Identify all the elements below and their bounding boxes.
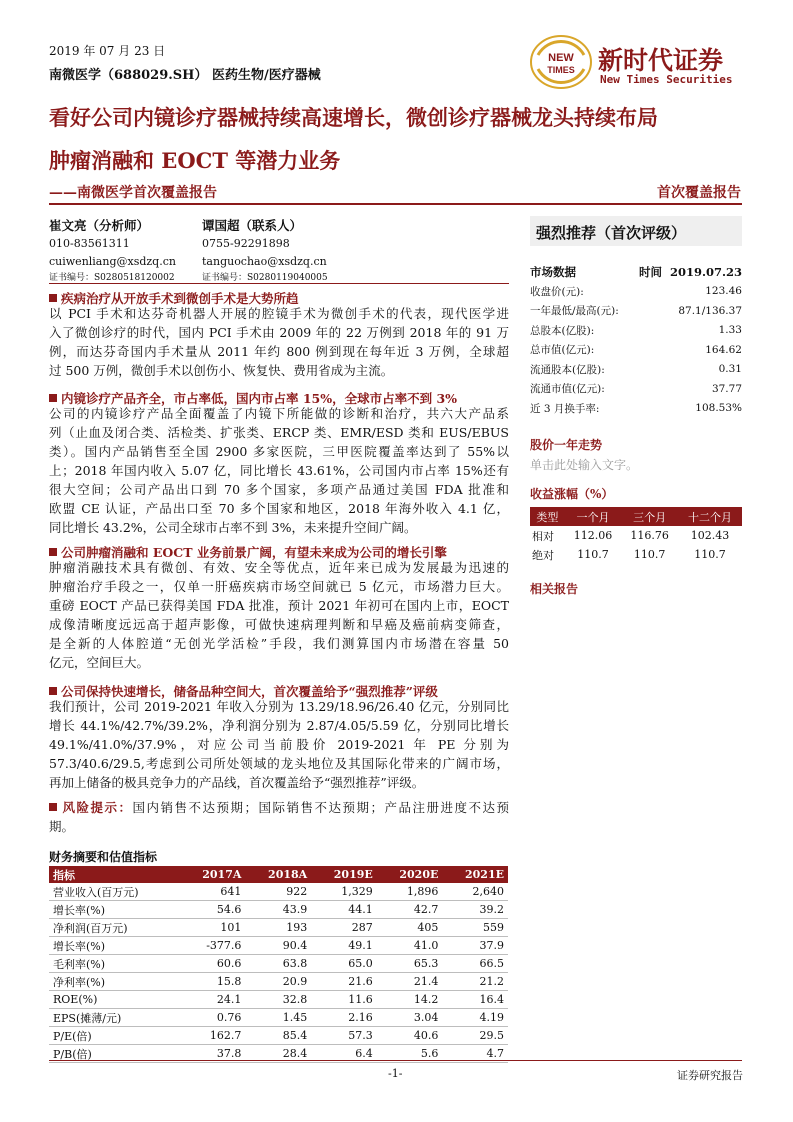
table-cell: 1.45 [245, 1009, 311, 1027]
section-heading-text: 内镜诊疗产品齐全，市占率低，国内市占率 15%，全球市占率不到 3% [61, 391, 458, 406]
logo-mark-top: NEW [548, 52, 574, 64]
text-line: 57.3/40.6/29.5,考虑到公司所处领域的龙头地位及其国际化带来的广阔市场， [49, 756, 509, 771]
logo-name-en: New Times Securities [600, 73, 733, 86]
bullet-icon [49, 687, 57, 695]
risk-line: 期。 [49, 819, 75, 834]
market-header: 市场数据 [530, 264, 576, 279]
report-title-line1: 看好公司内镜诊疗器械持续高速增长，微创诊疗器械龙头持续布局 [49, 105, 658, 130]
table-header-cell: 2018A [245, 866, 311, 883]
market-value: 164.62 [705, 343, 742, 356]
table-cell: 85.4 [245, 1027, 311, 1045]
table-cell: 101 [180, 919, 246, 937]
table-cell: 15.8 [180, 973, 246, 991]
table-cell: 1,896 [377, 883, 443, 901]
table-cell: 14.2 [377, 991, 443, 1009]
financials-table [49, 866, 508, 1063]
table-cell: 110.7 [633, 548, 666, 561]
analyst-card-1 [49, 218, 176, 286]
risk-label: 风险提示： [61, 800, 133, 815]
market-value: 87.1/136.37 [678, 304, 742, 317]
table-cell: 11.6 [311, 991, 377, 1009]
table-cell: 37.8 [180, 1045, 246, 1063]
text-line: 过 500 万例，微创手术以创伤小、恢复快、费用省成为主流。 [49, 363, 394, 378]
market-header-row [530, 262, 742, 282]
table-row [49, 955, 508, 973]
market-row [530, 340, 742, 360]
table-cell: 增长率(%) [49, 901, 180, 919]
market-data-table [530, 262, 742, 418]
analyst-email: tanguochao@xsdzq.cn [202, 255, 327, 268]
text-line: 49.1%/41.0%/37.9%，对应公司当前股价 2019-2021 年 PE 分别为 [49, 737, 509, 752]
table-row [49, 919, 508, 937]
table-cell: 66.5 [442, 955, 508, 973]
table-cell: 28.4 [245, 1045, 311, 1063]
table-cell: 21.4 [377, 973, 443, 991]
table-header-cell: 一个月 [565, 507, 622, 526]
table-row [49, 1009, 508, 1027]
section-body [49, 404, 509, 537]
text-line: 再加上储备的极具竞争力的产品线，首次覆盖给予“强烈推荐”评级。 [49, 775, 425, 790]
market-label: 近 3 月换手率: [530, 402, 600, 415]
table-row [49, 901, 508, 919]
table-row [49, 1027, 508, 1045]
analyst-phone: 0755-92291898 [202, 237, 290, 250]
table-cell: 32.8 [245, 991, 311, 1009]
table-cell: 绝对 [532, 548, 554, 562]
table-cell: 405 [377, 919, 443, 937]
table-cell: 6.4 [311, 1045, 377, 1063]
table-cell: 44.1 [311, 901, 377, 919]
section-heading-text: 疾病治疗从开放手术到微创手术是大势所趋 [61, 291, 299, 306]
table-cell: 0.76 [180, 1009, 246, 1027]
table-header-cell: 2021E [442, 866, 508, 883]
table-cell: 21.6 [311, 973, 377, 991]
company-logo [528, 33, 758, 93]
analyst-name: 谭国超（联系人） [202, 218, 303, 233]
table-cell: 641 [180, 883, 246, 901]
table-cell: 39.2 [442, 901, 508, 919]
table-cell: 42.7 [377, 901, 443, 919]
footer-divider [49, 1060, 742, 1061]
new-times-logo-icon [528, 33, 594, 91]
market-value: 0.31 [718, 363, 742, 376]
analyst-name: 崔文亮（分析师） [49, 218, 150, 233]
table-cell: 毛利率(%) [49, 955, 180, 973]
table-cell: 5.6 [377, 1045, 443, 1063]
table-cell: 4.19 [442, 1009, 508, 1027]
section-body [49, 304, 509, 380]
table-cell: 90.4 [245, 937, 311, 955]
report-type-badge: 首次覆盖报告 [657, 185, 741, 201]
table-row [49, 883, 508, 901]
financials-title: 财务摘要和估值指标 [49, 850, 158, 864]
table-cell: 110.7 [694, 548, 726, 561]
bullet-icon [49, 394, 57, 402]
table-cell: 287 [311, 919, 377, 937]
report-subtitle: ——南微医学首次覆盖报告 [49, 185, 217, 201]
text-line: 我们预计，公司 2019-2021 年收入分别为 13.29/18.96/26.40 亿元，分别同比 [49, 699, 509, 714]
table-cell: 24.1 [180, 991, 246, 1009]
risk-text: 国内销售不达预期；国际销售不达预期；产品注册进度不达预 [132, 800, 509, 815]
section-heading-text: 公司保持快速增长，储备品种空间大，首次覆盖给予“强烈推荐”评级 [61, 684, 438, 699]
market-label: 流通股本(亿股): [530, 363, 605, 376]
table-cell: 1,329 [311, 883, 377, 901]
text-line: 入了微创诊疗的时代，国内 PCI 手术由 2009 年的 22 万例到 2018 年的 91 万 [49, 325, 509, 340]
bullet-icon [49, 548, 57, 556]
table-cell: 116.76 [630, 529, 669, 542]
text-line: 同比增长 43.2%，公司全球市占率不到 3%，未来提升空间广阔。 [49, 520, 417, 535]
table-header-cell: 2020E [377, 866, 443, 883]
table-cell: 2.16 [311, 1009, 377, 1027]
table-cell: EPS(摊薄/元) [49, 1009, 180, 1027]
table-cell: 559 [442, 919, 508, 937]
table-cell: 65.3 [377, 955, 443, 973]
text-line: 亿元，空间巨大。 [49, 655, 150, 670]
market-value: 1.33 [718, 324, 742, 337]
table-header-cell: 类型 [530, 507, 565, 526]
table-cell: 65.0 [311, 955, 377, 973]
title-divider [49, 203, 742, 205]
text-line: 欧盟 CE 认证，产品出口至 70 多个国家和地区，2018 年海外收入 4.1 亿， [49, 501, 509, 516]
table-cell: 增长率(%) [49, 937, 180, 955]
table-cell: 102.43 [690, 529, 730, 542]
market-row [530, 379, 742, 399]
table-cell: P/E(倍) [49, 1027, 180, 1045]
table-cell: 112.06 [573, 529, 613, 542]
section-body [49, 558, 509, 672]
table-cell: 4.7 [442, 1045, 508, 1063]
market-label: 流通市值(亿元): [530, 383, 605, 396]
table-header-row [49, 866, 508, 883]
table-row [530, 545, 742, 564]
table-cell: 营业收入(百万元) [49, 883, 180, 901]
table-cell: 37.9 [442, 937, 508, 955]
table-cell: P/B(倍) [49, 1045, 180, 1063]
trend-heading: 股价一年走势 [530, 438, 603, 452]
risk-warning [49, 798, 509, 836]
market-value: 37.77 [711, 382, 742, 395]
analyst-phone: 010-83561311 [49, 237, 130, 250]
table-cell: 60.6 [180, 955, 246, 973]
bullet-icon [49, 803, 57, 811]
table-header-cell: 2017A [180, 866, 246, 883]
stock-info: 南微医学（688029.SH） 医药生物/医疗器械 [49, 68, 321, 83]
market-value: 123.46 [705, 285, 742, 298]
analyst-email: cuiwenliang@xsdzq.cn [49, 255, 176, 268]
table-row [49, 991, 508, 1009]
analyst-card-2 [202, 218, 328, 286]
table-cell: 相对 [532, 529, 554, 543]
performance-table [530, 507, 742, 564]
analyst-cert: 证书编号：S0280518120002 [49, 273, 175, 283]
table-row [530, 526, 742, 545]
market-row [530, 360, 742, 380]
text-line: 例，而达芬奇国内手术量从 2011 年约 800 例到现在每年近 3 万例，全球超 [49, 344, 509, 359]
text-line: 以 PCI 手术和达芬奇机器人开展的腔镜手术为微创手术的代表，现代医学进 [49, 306, 509, 321]
table-header-cell: 指标 [49, 866, 180, 883]
footer-label: 证券研究报告 [677, 1069, 743, 1082]
table-cell: 2,640 [442, 883, 508, 901]
time-value: 2019.07.23 [669, 264, 742, 279]
market-time [628, 262, 742, 282]
text-line: 肿瘤消融技术具有微创、有效、安全等优点，近年来已成为发展最为迅速的 [49, 560, 509, 575]
section-body [49, 697, 509, 792]
table-header-cell: 2019E [311, 866, 377, 883]
table-header-cell: 十二个月 [678, 507, 742, 526]
table-cell: 57.3 [311, 1027, 377, 1045]
table-header-cell: 三个月 [621, 507, 678, 526]
text-line: 肿瘤治疗手段之一，仅单一肝癌疾病市场空间就已 5 亿元，市场潜力巨大。 [49, 579, 509, 594]
table-cell: 49.1 [311, 937, 377, 955]
related-heading: 相关报告 [530, 582, 579, 596]
report-date: 2019 年 07 月 23 日 [49, 44, 166, 58]
table-cell: 29.5 [442, 1027, 508, 1045]
text-line: 很大空间；公司产品出口到 70 多个国家，多项产品通过美国 FDA 批准和 [49, 482, 509, 497]
table-cell: 54.6 [180, 901, 246, 919]
market-label: 总股本(亿股): [530, 324, 595, 337]
logo-mark-bottom: TIMES [547, 65, 575, 75]
market-label: 总市值(亿元): [530, 344, 595, 357]
text-line: 公司的内镜诊疗产品全面覆盖了内镜下所能做的诊断和治疗，共六大产品系 [49, 406, 509, 421]
table-row [49, 973, 508, 991]
rating-label: 强烈推荐（首次评级） [536, 224, 687, 242]
market-row [530, 321, 742, 341]
trend-placeholder[interactable]: 单击此处输入文字。 [530, 458, 639, 472]
bullet-icon [49, 294, 57, 302]
text-line: 类）。国内产品销售至全国 2900 多家医院，三甲医院覆盖率达到了 55%以 [49, 444, 509, 459]
table-cell: 193 [245, 919, 311, 937]
table-cell: -377.6 [180, 937, 246, 955]
report-title-line2: 肿瘤消融和 EOCT 等潜力业务 [49, 148, 341, 173]
time-label: 时间 [638, 264, 662, 279]
table-cell: ROE(%) [49, 991, 180, 1009]
perf-heading: 收益涨幅（%） [530, 487, 614, 501]
page-number: -1- [388, 1067, 403, 1080]
text-line: 是全新的人体腔道“无创光学活检”手段，我们测算国内市场潜在容量 50 [49, 636, 509, 651]
table-cell: 净利润(百万元) [49, 919, 180, 937]
table-cell: 21.2 [442, 973, 508, 991]
text-line: 成像清晰度远远高于超声影像，可做快速病理判断和早癌及癌前病变筛查， [49, 617, 509, 632]
analyst-divider [49, 283, 509, 284]
market-label: 一年最低/最高(元): [530, 305, 619, 318]
table-cell: 净利率(%) [49, 973, 180, 991]
table-row [49, 937, 508, 955]
table-cell: 63.8 [245, 955, 311, 973]
market-label: 收盘价(元): [530, 285, 584, 298]
table-cell: 922 [245, 883, 311, 901]
market-value: 108.53% [695, 402, 742, 415]
text-line: 列（止血及闭合类、活检类、扩张类、ERCP 类、EMR/ESD 类和 EUS/EBUS [49, 425, 509, 440]
table-cell: 40.6 [377, 1027, 443, 1045]
analyst-cert: 证书编号：S0280119040005 [202, 273, 328, 283]
risk-line [49, 798, 509, 817]
market-row [530, 301, 742, 321]
section-heading-text: 公司肿瘤消融和 EOCT 业务前景广阔，有望未来成为公司的增长引擎 [61, 545, 447, 560]
table-cell: 16.4 [442, 991, 508, 1009]
market-row [530, 282, 742, 302]
table-cell: 110.7 [577, 548, 609, 561]
table-cell: 162.7 [180, 1027, 246, 1045]
text-line: 增长 44.1%/42.7%/39.2%，净利润分别为 2.87/4.05/5.59 亿，分别同比增长 [49, 718, 509, 733]
logo-name-cn: 新时代证券 [598, 46, 724, 75]
market-row [530, 399, 742, 419]
table-cell: 41.0 [377, 937, 443, 955]
table-header-row [530, 507, 742, 526]
rating-box [530, 216, 742, 246]
text-line: 上；2018 年国内收入 5.07 亿，同比增长 43.61%，公司国内市占率 15%还有 [49, 463, 509, 478]
table-cell: 3.04 [377, 1009, 443, 1027]
table-cell: 20.9 [245, 973, 311, 991]
table-cell: 43.9 [245, 901, 311, 919]
text-line: 重磅 EOCT 产品已获得美国 FDA 批准，预计 2021 年初可在国内上市，EOCT [49, 598, 509, 613]
